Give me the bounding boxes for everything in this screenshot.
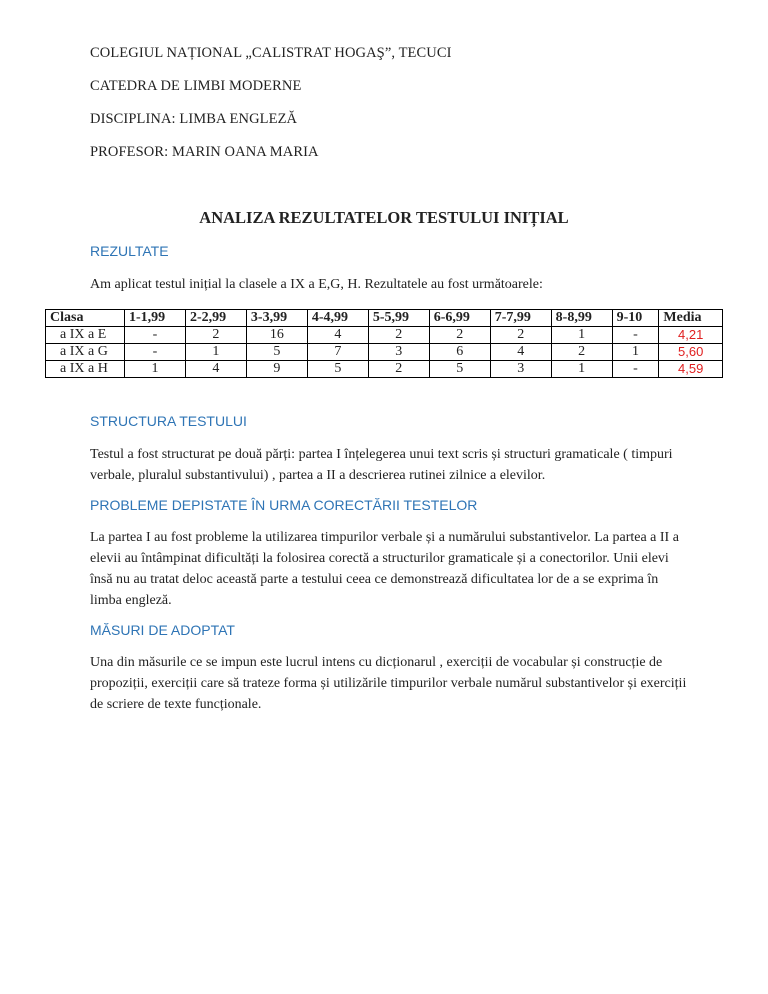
department-name: CATEDRA DE LIMBI MODERNE <box>90 78 302 94</box>
results-heading: REZULTATE <box>90 243 169 259</box>
measures-heading: MĂSURI DE ADOPTAT <box>90 622 235 638</box>
table-cell: 4 <box>490 344 551 361</box>
table-cell: 2 <box>368 361 429 378</box>
results-table <box>45 309 723 378</box>
table-header-cell: 6-6,99 <box>429 310 490 327</box>
table-row <box>46 344 723 361</box>
measures-text: Una din măsurile ce se impun este lucrul intens cu dicționarul , exerciții de vocabular și construcție de propoziții, exerciții care să trateze forma și utilizările timpurilor verbale numărul substantivelor și exerciții de scriere de texte funcționale. <box>90 655 687 712</box>
media-cell: 5,60 <box>659 344 723 361</box>
teacher-name: PROFESOR: MARIN OANA MARIA <box>90 144 319 160</box>
results-intro: Am aplicat testul inițial la clasele a IX a E,G, H. Rezultatele au fost următoarele: <box>90 277 543 292</box>
table-cell: 2 <box>429 327 490 344</box>
table-cell: 2 <box>490 327 551 344</box>
problems-heading: PROBLEME DEPISTATE ÎN URMA CORECTĂRII TESTELOR <box>90 497 478 513</box>
table-cell: 3 <box>490 361 551 378</box>
table-cell: 7 <box>307 344 368 361</box>
table-header-cell: 9-10 <box>612 310 659 327</box>
class-cell: a IX a E <box>46 327 125 344</box>
table-header-cell: 1-1,99 <box>125 310 186 327</box>
structure-text: Testul a fost structurat pe două părți: partea I înțelegerea unui text scris și structuri gramaticale ( timpuri verbale, pluralul substantivului) , partea a II a descrierea rutinei zilnice a elevilor. <box>90 447 673 483</box>
table-cell: 4 <box>307 327 368 344</box>
table-cell: 2 <box>368 327 429 344</box>
table-cell: 2 <box>551 344 612 361</box>
table-header-cell: Clasa <box>46 310 125 327</box>
table-cell: 9 <box>246 361 307 378</box>
discipline-name: DISCIPLINA: LIMBA ENGLEZĂ <box>90 111 298 127</box>
table-cell: - <box>612 327 659 344</box>
table-cell: 1 <box>551 361 612 378</box>
table-cell: 2 <box>185 327 246 344</box>
table-header-cell: 2-2,99 <box>185 310 246 327</box>
class-cell: a IX a H <box>46 361 125 378</box>
table-cell: 3 <box>368 344 429 361</box>
table-row <box>46 327 723 344</box>
table-header-cell: 3-3,99 <box>246 310 307 327</box>
table-row <box>46 361 723 378</box>
table-cell: 1 <box>185 344 246 361</box>
table-cell: - <box>612 361 659 378</box>
problems-text: La partea I au fost probleme la utilizarea timpurilor verbale și a numărului substantivelor. La partea a II a elevii au întâmpinat dificultăți la folosirea corectă a structurilor gramaticale și a conectorilor. Unii elevi însă nu au tratat deloc această parte a testului ceea ce demonstrează dificultatea lor de a se exprima în limba engleză. <box>90 530 679 608</box>
table-cell: 16 <box>246 327 307 344</box>
table-cell: 1 <box>551 327 612 344</box>
table-cell: - <box>125 327 186 344</box>
table-cell: 4 <box>185 361 246 378</box>
table-header-row <box>46 310 723 327</box>
media-cell: 4,59 <box>659 361 723 378</box>
document-title: ANALIZA REZULTATELOR TESTULUI INIȚIAL <box>199 208 569 227</box>
table-header-cell: 5-5,99 <box>368 310 429 327</box>
table-cell: 5 <box>429 361 490 378</box>
structure-heading: STRUCTURA TESTULUI <box>90 413 247 429</box>
media-cell: 4,21 <box>659 327 723 344</box>
table-cell: 5 <box>246 344 307 361</box>
table-cell: 5 <box>307 361 368 378</box>
table-header-cell: 7-7,99 <box>490 310 551 327</box>
table-cell: 1 <box>612 344 659 361</box>
table-header-cell: 8-8,99 <box>551 310 612 327</box>
class-cell: a IX a G <box>46 344 125 361</box>
table-cell: 1 <box>125 361 186 378</box>
table-cell: 6 <box>429 344 490 361</box>
table-header-cell: 4-4,99 <box>307 310 368 327</box>
school-name: COLEGIUL NAȚIONAL „CALISTRAT HOGAŞ”, TECUCI <box>90 45 452 61</box>
table-header-cell: Media <box>659 310 723 327</box>
table-cell: - <box>125 344 186 361</box>
